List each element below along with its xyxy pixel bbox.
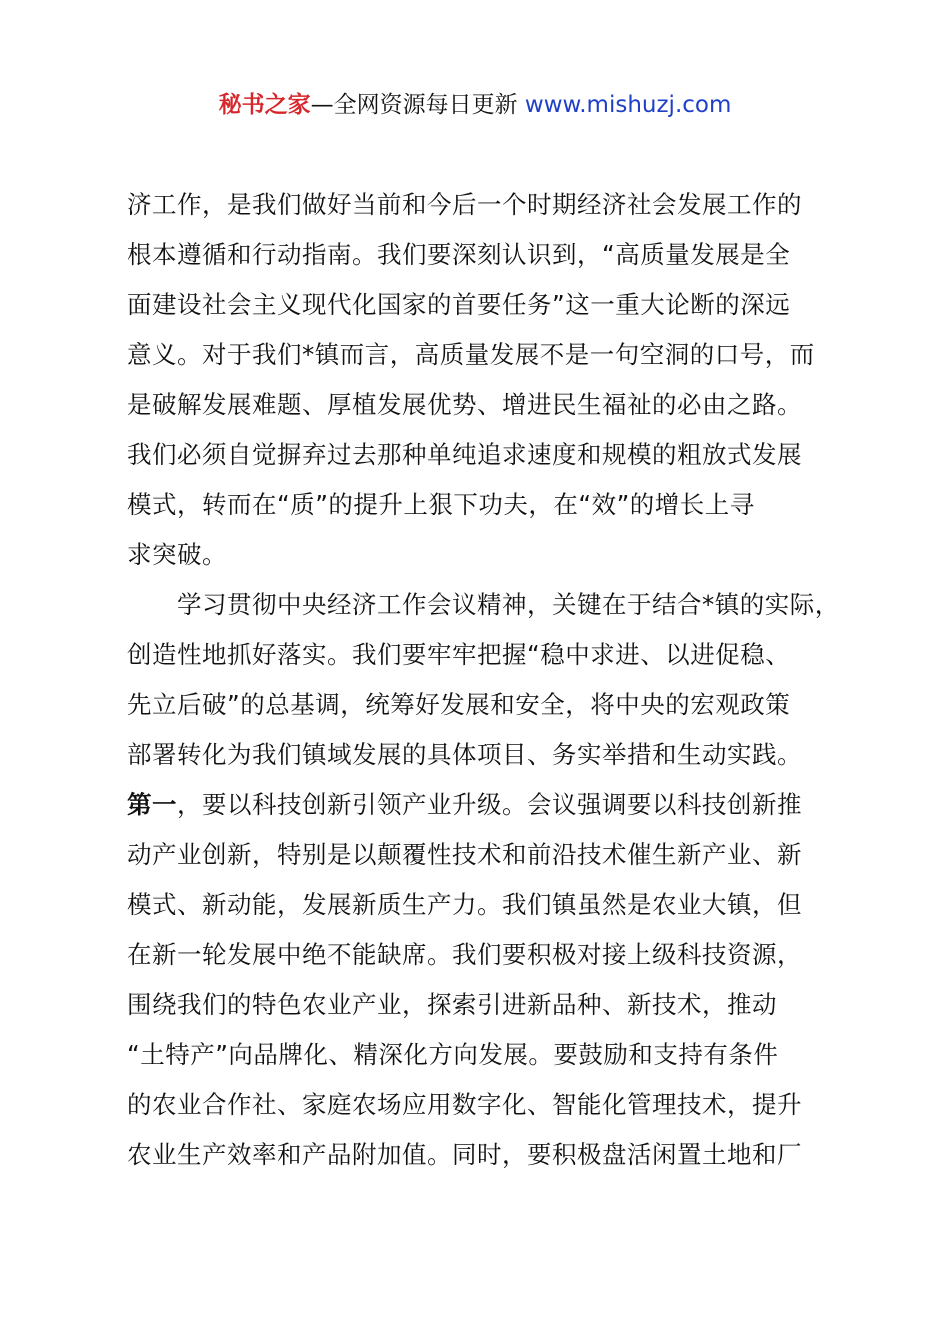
document-body — [127, 180, 840, 1180]
text-line: 济工作，是我们做好当前和今后一个时期经济社会发展工作的 — [127, 190, 802, 219]
text-line: 意义。对于我们*镇而言，高质量发展不是一句空洞的口号，而 — [127, 340, 815, 369]
text-line: 我们必须自觉摒弃过去那种单纯追求速度和规模的粗放式发展 — [127, 440, 802, 469]
text-line: 学习贯彻中央经济工作会议精神，关键在于结合*镇的实际， — [127, 590, 840, 619]
text-line: 模式，转而在“质”的提升上狠下功夫，在“效”的增长上寻 — [127, 490, 755, 519]
header-tagline: —全网资源每日更新 — [310, 92, 525, 118]
text-line: 的农业合作社、家庭农场应用数字化、智能化管理技术，提升 — [127, 1090, 802, 1119]
first-point-label: 第一 — [127, 790, 177, 819]
text-line: 部署转化为我们镇域发展的具体项目、务实举措和生动实践。 — [127, 740, 802, 769]
text-line: 求突破。 — [127, 540, 227, 569]
text-line: 动产业创新，特别是以颠覆性技术和前沿技术催生新产业、新 — [127, 840, 802, 869]
text-line: 是破解发展难题、厚植发展优势、增进民生福祉的必由之路。 — [127, 390, 802, 419]
text-line: 面建设社会主义现代化国家的首要任务”这一重大论断的深远 — [127, 290, 791, 319]
text-line: 围绕我们的特色农业产业，探索引进新品种、新技术，推动 — [127, 990, 777, 1019]
page-header — [0, 88, 950, 122]
text-line: 农业生产效率和产品附加值。同时，要积极盘活闲置土地和厂 — [127, 1140, 802, 1169]
website-link[interactable]: www.mishuzj.com — [524, 92, 732, 118]
text-line: “土特产”向品牌化、精深化方向发展。要鼓励和支持有条件 — [127, 1040, 779, 1069]
text-line: 模式、新动能，发展新质生产力。我们镇虽然是农业大镇，但 — [127, 890, 802, 919]
text-line: 在新一轮发展中绝不能缺席。我们要积极对接上级科技资源， — [127, 940, 802, 969]
text-line: 先立后破”的总基调，统筹好发展和安全，将中央的宏观政策 — [127, 690, 791, 719]
text-line-first-point — [127, 780, 837, 830]
brand-name: 秘书之家 — [218, 92, 311, 118]
text-line: 创造性地抓好落实。我们要牢牢把握“稳中求进、以进促稳、 — [127, 640, 791, 669]
text-line: 根本遵循和行动指南。我们要深刻认识到，“高质量发展是全 — [127, 240, 791, 269]
first-point-text: ，要以科技创新引领产业升级。会议强调要以科技创新推 — [177, 790, 802, 819]
